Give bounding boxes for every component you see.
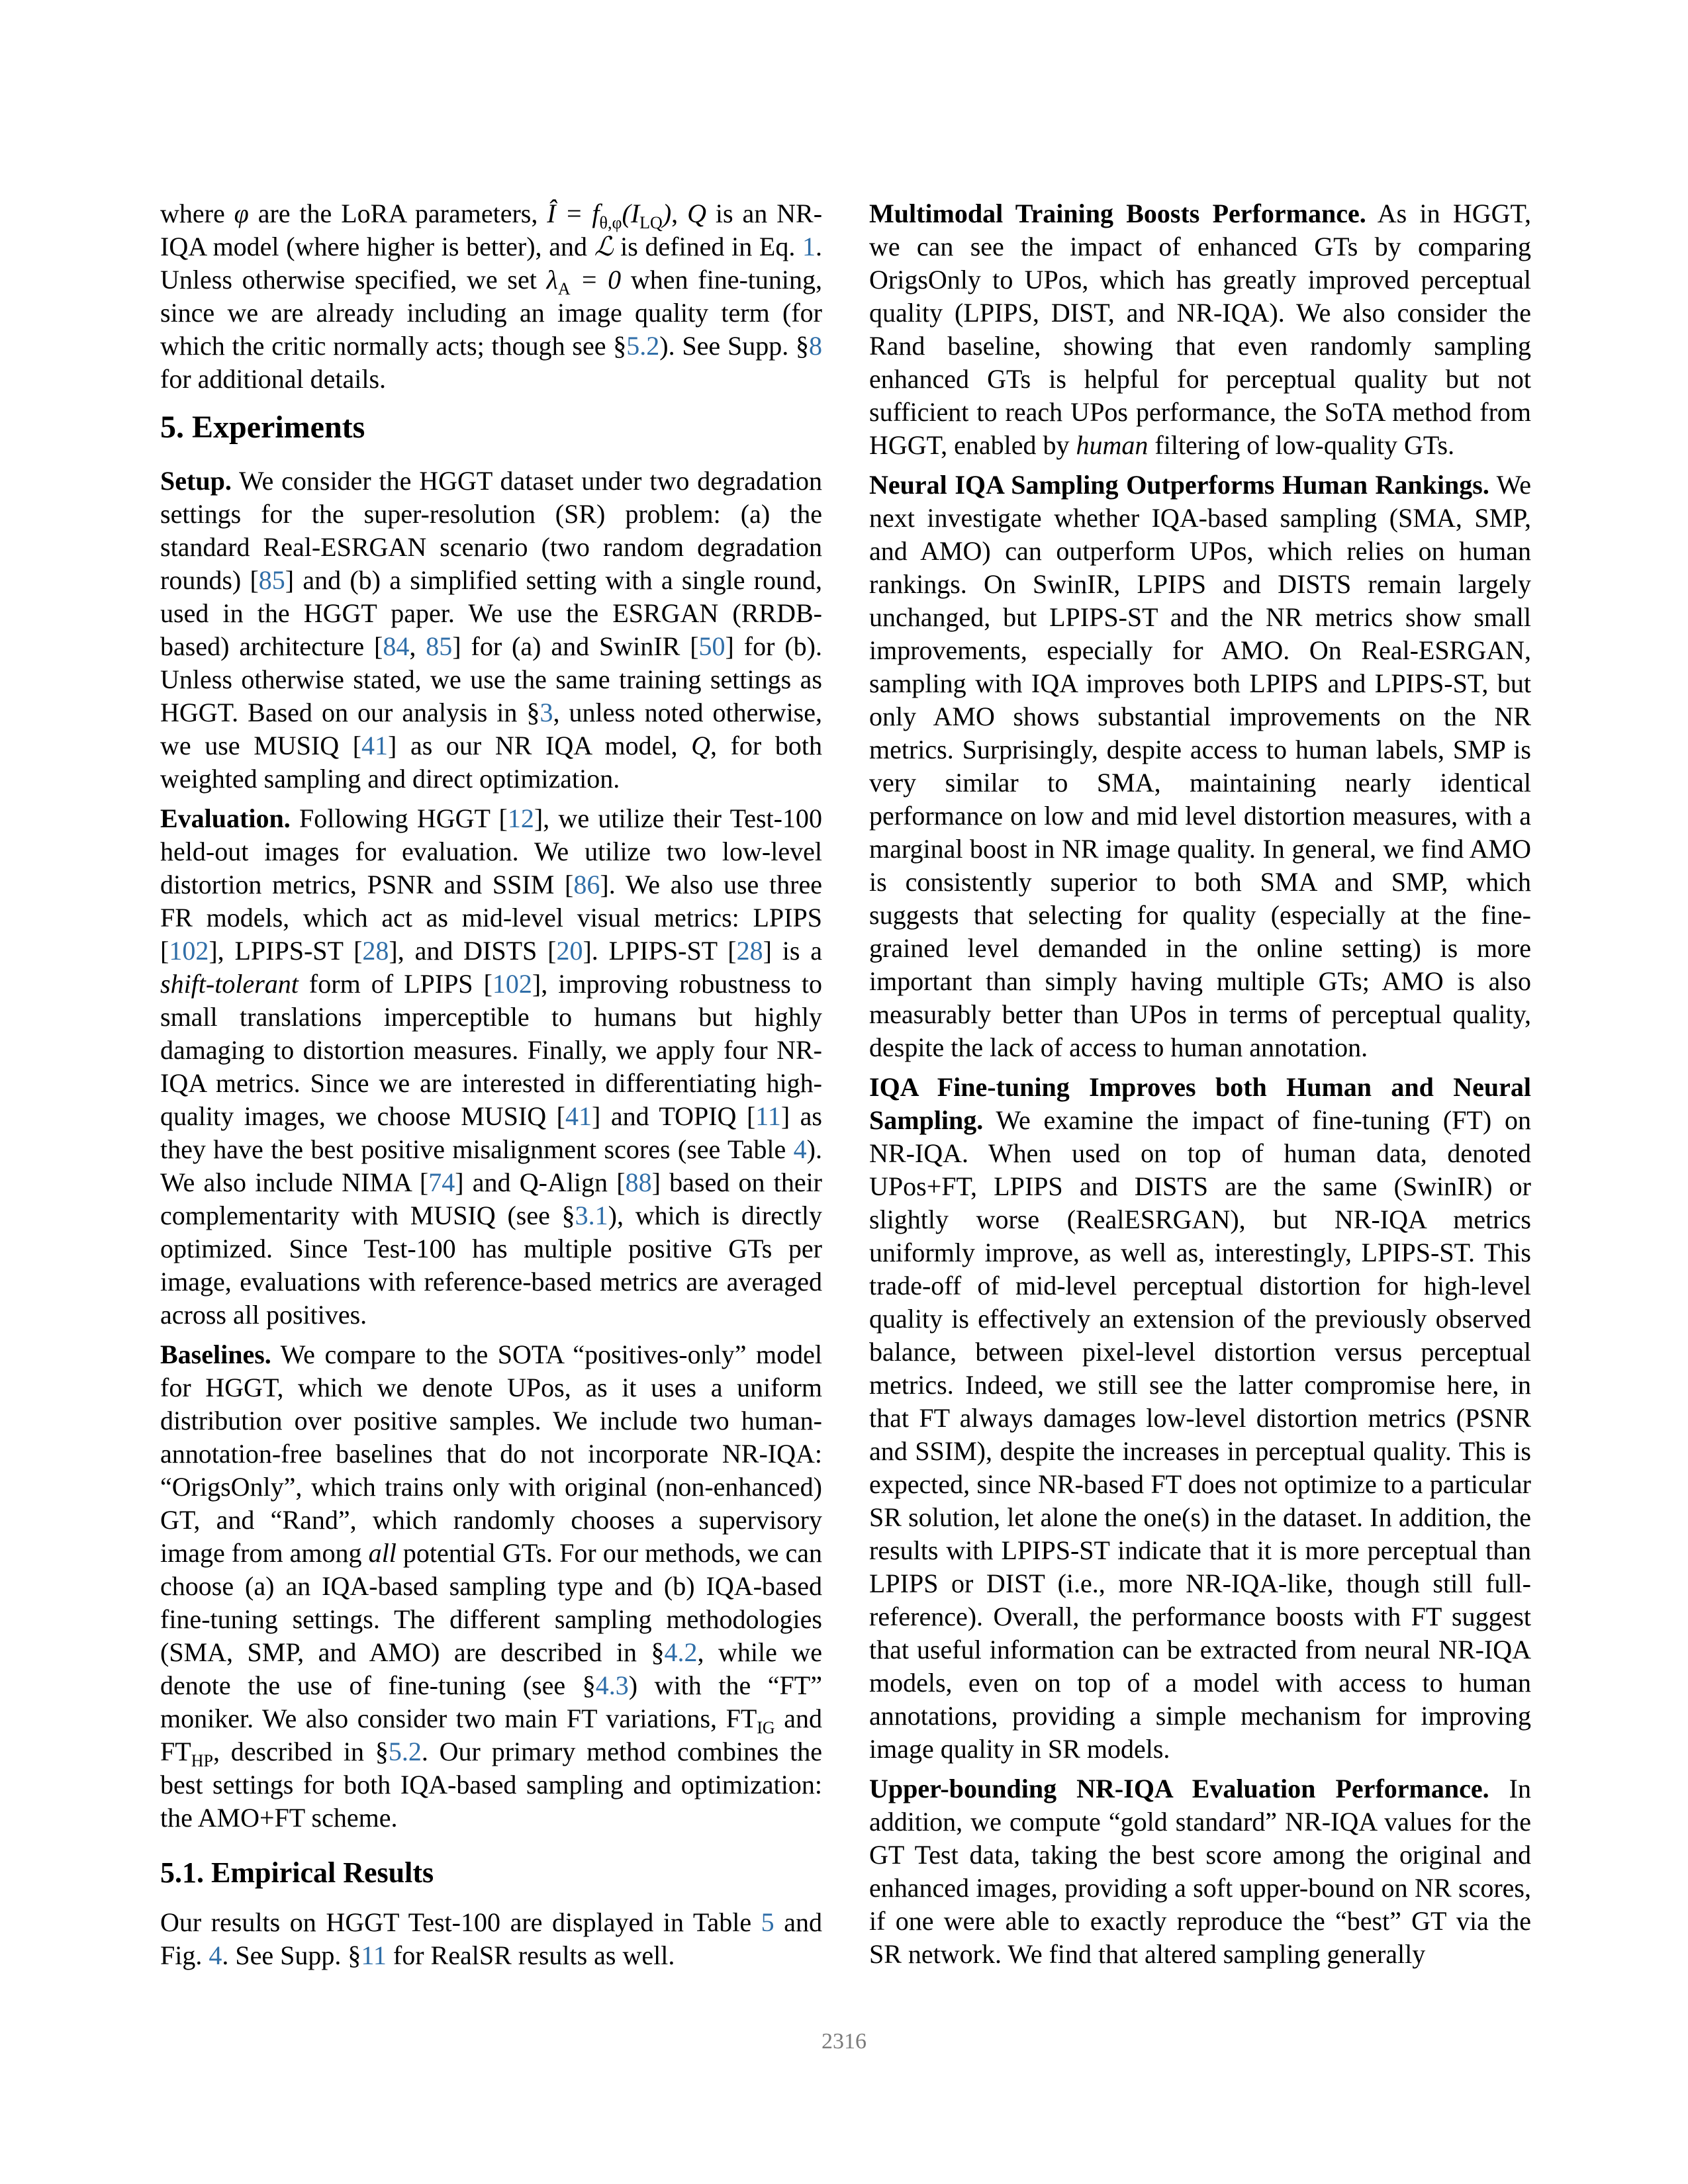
subsection-heading-empirical-results: 5.1. Empirical Results (160, 1856, 434, 1889)
setup-paragraph (160, 465, 822, 796)
citation-link[interactable]: 3 (539, 698, 553, 727)
text-run: . Unless otherwise specified, we set (160, 232, 822, 295)
text-run: ] and (b) a simplified setting with a single round, used in the HGGT paper. We use the ESRGAN (RRDB-based) architecture [ (160, 565, 823, 661)
text-run: ]. LPIPS-ST [ (583, 936, 737, 966)
citation-link[interactable]: 86 (573, 870, 600, 899)
citation-link[interactable]: 50 (698, 631, 726, 661)
text-run: ], improving robustness to small translations imperceptible to humans but highly damaging to distortion measures. Finally, we apply four NR-IQA metrics. Since we are interested in differentiating high-quality images, we choose MUSIQ [ (160, 969, 823, 1131)
emphasis: shift-tolerant (160, 969, 299, 999)
text-run: ] based on their complementarity with MUSIQ (see § (160, 1167, 823, 1230)
text-run: are the LoRA parameters, (248, 199, 547, 228)
subscript: LQ (639, 213, 663, 232)
text-run: , described in § (212, 1737, 389, 1766)
math-symbol: = 0 (570, 265, 622, 295)
citation-link[interactable]: 1 (802, 232, 816, 261)
run-in-heading: Baselines. (160, 1340, 271, 1369)
text-run: ] for (a) and SwinIR [ (452, 631, 699, 661)
citation-link[interactable]: 5.2 (388, 1737, 422, 1766)
text-run: ) with the “FT” moniker. We also consider two main FT variations, FT (160, 1670, 822, 1733)
citation-link[interactable]: 20 (556, 936, 583, 966)
text-run: ] as our NR IQA model, (388, 731, 692, 760)
math-symbol: Q (691, 731, 710, 760)
text-run: , (409, 631, 426, 661)
text-run: We consider the HGGT dataset under two degradation settings for the super-resolution (SR) problem: (a) the standard Real-ESRGAN scenario (two random degradation rounds) [ (160, 466, 822, 595)
neural-iqa-paragraph (869, 469, 1531, 1064)
text-run: ). See Supp. § (659, 331, 809, 361)
citation-link[interactable]: 102 (492, 969, 532, 999)
citation-link[interactable]: 3.1 (575, 1201, 608, 1230)
text-run: ), which is directly optimized. Since Test-100 has multiple positive GTs per image, evaluations with reference-based metrics are averaged across all positives. (160, 1201, 822, 1330)
citation-link[interactable]: 41 (361, 731, 389, 760)
text-run: is an NR-IQA model (where higher is better), and (160, 199, 823, 261)
section-heading-experiments: 5. Experiments (160, 410, 365, 445)
text-run: ] and TOPIQ [ (591, 1101, 756, 1131)
subscript: θ,φ (599, 213, 622, 232)
subscript: IG (757, 1718, 775, 1737)
subscript: A (557, 279, 571, 298)
text-run: for RealSR results as well. (386, 1940, 675, 1970)
text-run: In addition, we compute “gold standard” NR-IQA values for the GT Test data, taking the best score among the original and enhanced images, providing a soft upper-bound on NR scores, if one were able to exactly reproduce the “best” GT via the SR network. We find that altered sampling generally (869, 1774, 1531, 1969)
citation-link[interactable]: 28 (362, 936, 389, 966)
text-run: form of LPIPS [ (298, 969, 492, 999)
results-paragraph (160, 1906, 822, 1972)
citation-link[interactable]: 5 (761, 1907, 774, 1937)
citation-link[interactable]: 4.2 (664, 1637, 698, 1667)
text-run: We next investigate whether IQA-based sampling (SMA, SMP, and AMO) can outperform UPos, which relies on human rankings. On SwinIR, LPIPS and DISTS remain largely unchanged, but LPIPS-ST and the NR metrics show small improvements, especially for AMO. On Real-ESRGAN, sampling with IQA improves both LPIPS and LPIPS-ST, but only AMO shows substantial improvements on the NR metrics. Surprisingly, despite access to human labels, SMP is very similar to SMA, maintaining nearly identical performance on low and mid level distortion measures, with a marginal boost in NR image quality. In general, we find AMO is consistently superior to both SMA and SMP, which suggests that selecting for quality (especially at the fine-grained level demanded in the online setting) is more important than simply having multiple GTs; AMO is also measurably better than UPos in terms of perceptual quality, despite the lack of access to human annotation. (869, 470, 1531, 1062)
text-run: ] and Q-Align [ (455, 1167, 626, 1197)
math-symbol: Q (687, 199, 706, 228)
text-run: is defined in Eq. (613, 232, 802, 261)
citation-link[interactable]: 4 (209, 1940, 222, 1970)
text-run: ]. We also use three FR models, which act as mid-level visual metrics: LPIPS [ (160, 870, 822, 966)
text-run: , unless noted otherwise, we use MUSIQ [ (160, 698, 823, 760)
citation-link[interactable]: 84 (383, 631, 410, 661)
text-run: filtering of low-quality GTs. (1148, 430, 1455, 460)
math-symbol: φ (234, 199, 249, 228)
text-run: , while we denote the use of fine-tuning (see § (160, 1637, 822, 1700)
run-in-heading: Upper-bounding NR-IQA Evaluation Performance. (869, 1774, 1489, 1803)
multimodal-paragraph (869, 197, 1531, 462)
text-run: As in HGGT, we can see the impact of enhanced GTs by comparing OrigsOnly to UPos, which has greatly improved perceptual quality (LPIPS, DIST, and NR-IQA). We also consider the Rand baseline, showing that even randomly sampling enhanced GTs is helpful for perceptual quality but not sufficient to reach UPos performance, the SoTA method from HGGT, enabled by (869, 199, 1531, 460)
text-run: We compare to the SOTA “positives-only” model for HGGT, which we denote UPos, as it uses a uniform distribution over positive samples. We include two human-annotation-free baselines that do not incorporate NR-IQA: “OrigsOnly”, which trains only with original (non-enhanced) GT, and “Rand”, which randomly chooses a supervisory image from among (160, 1340, 822, 1568)
math-symbol: ) (662, 199, 672, 228)
math-symbol: Î = f (547, 199, 600, 228)
citation-link[interactable]: 85 (258, 565, 285, 595)
right-column (869, 197, 1531, 1978)
text-run: Following HGGT [ (290, 803, 508, 833)
citation-link[interactable]: 4.3 (595, 1670, 629, 1700)
citation-link[interactable]: 85 (426, 631, 453, 661)
fine-tuning-paragraph (869, 1071, 1531, 1766)
text-run: , for both weighted sampling and direct optimization. (160, 731, 822, 794)
text-run: and Fig. (160, 1907, 822, 1970)
run-in-heading: Setup. (160, 466, 232, 496)
citation-link[interactable]: 12 (507, 803, 534, 833)
text-run: We examine the impact of fine-tuning (FT) on NR-IQA. When used on top of human data, denoted UPos+FT, LPIPS and DISTS are the same (SwinIR) or slightly worse (RealESRGAN), but NR-IQA metrics uniformly improve, as well as, interestingly, LPIPS-ST. This trade-off of mid-level perceptual distortion for high-level quality is effectively an extension of the previously observed balance, between pixel-level distortion versus perceptual metrics. Indeed, we still see the latter compromise here, in that FT always damages low-level distortion metrics (PSNR and SSIM), despite the increases in perceptual quality. This is expected, since NR-based FT does not optimize to a particular SR solution, let alone the one(s) in the dataset. In addition, the results with LPIPS-ST indicate that it is more perceptual than LPIPS or DIST (i.e., more NR-IQA-like, though still full-reference). Overall, the performance boosts with FT suggest that useful information can be extracted from neural NR-IQA models, even on top of a model with access to human annotations, providing a simple mechanism for improving image quality in SR models. (869, 1105, 1531, 1764)
run-in-heading: Evaluation. (160, 803, 291, 833)
citation-link[interactable]: 28 (736, 936, 763, 966)
text-run: Our results on HGGT Test-100 are displayed in Table (160, 1907, 761, 1937)
math-symbol: (I (622, 199, 640, 228)
text-run: and FT (160, 1704, 822, 1766)
intro-paragraph (160, 197, 822, 396)
citation-link[interactable]: 41 (565, 1101, 592, 1131)
citation-link[interactable]: 4 (793, 1134, 807, 1164)
text-run: ). We also include NIMA [ (160, 1134, 822, 1197)
text-run: ], and DISTS [ (389, 936, 557, 966)
text-run: ] as they have the best positive misalignment scores (see Table (160, 1101, 822, 1164)
citation-link[interactable]: 11 (361, 1940, 387, 1970)
left-column (160, 197, 822, 1979)
text-run: potential GTs. For our methods, we can choose (a) an IQA-based sampling type and (b) IQA-based fine-tuning settings. The different sampling methodologies (SMA, SMP, and AMO) are described in § (160, 1538, 823, 1667)
citation-link[interactable]: 102 (169, 936, 209, 966)
text-run: , (671, 199, 688, 228)
baselines-paragraph (160, 1338, 822, 1835)
text-run: ] is a (763, 936, 822, 966)
text-run: where (160, 199, 234, 228)
run-in-heading: Neural IQA Sampling Outperforms Human Rankings. (869, 470, 1489, 500)
text-run: ] for (b). Unless otherwise stated, we use the same training settings as HGGT. Based on our analysis in § (160, 631, 822, 727)
run-in-heading: IQA Fine-tuning Improves both Human and Neural Sampling. (869, 1072, 1531, 1135)
subscript: HP (191, 1751, 213, 1770)
math-symbol: λ (546, 265, 558, 295)
citation-link[interactable]: 8 (809, 331, 822, 361)
evaluation-paragraph (160, 802, 822, 1332)
citation-link[interactable]: 5.2 (626, 331, 660, 361)
text-run: ], LPIPS-ST [ (209, 936, 363, 966)
text-run: . Our primary method combines the best settings for both IQA-based sampling and optimization: the AMO+FT scheme. (160, 1737, 822, 1833)
emphasis: all (368, 1538, 397, 1568)
text-run: ], we utilize their Test-100 held-out images for evaluation. We utilize two low-level distortion metrics, PSNR and SSIM [ (160, 803, 822, 899)
text-run: for additional details. (160, 364, 387, 394)
page-number: 2316 (821, 2029, 867, 2054)
emphasis: human (1076, 430, 1149, 460)
citation-link[interactable]: 88 (625, 1167, 652, 1197)
text-run: . See Supp. § (222, 1940, 361, 1970)
math-symbol: ℒ (594, 232, 614, 261)
upper-bound-paragraph (869, 1772, 1531, 1971)
citation-link[interactable]: 11 (755, 1101, 781, 1131)
citation-link[interactable]: 74 (428, 1167, 455, 1197)
run-in-heading: Multimodal Training Boosts Performance. (869, 199, 1366, 228)
text-run: when fine-tuning, since we are already including an image quality term (for which the critic normally acts; though see § (160, 265, 823, 361)
